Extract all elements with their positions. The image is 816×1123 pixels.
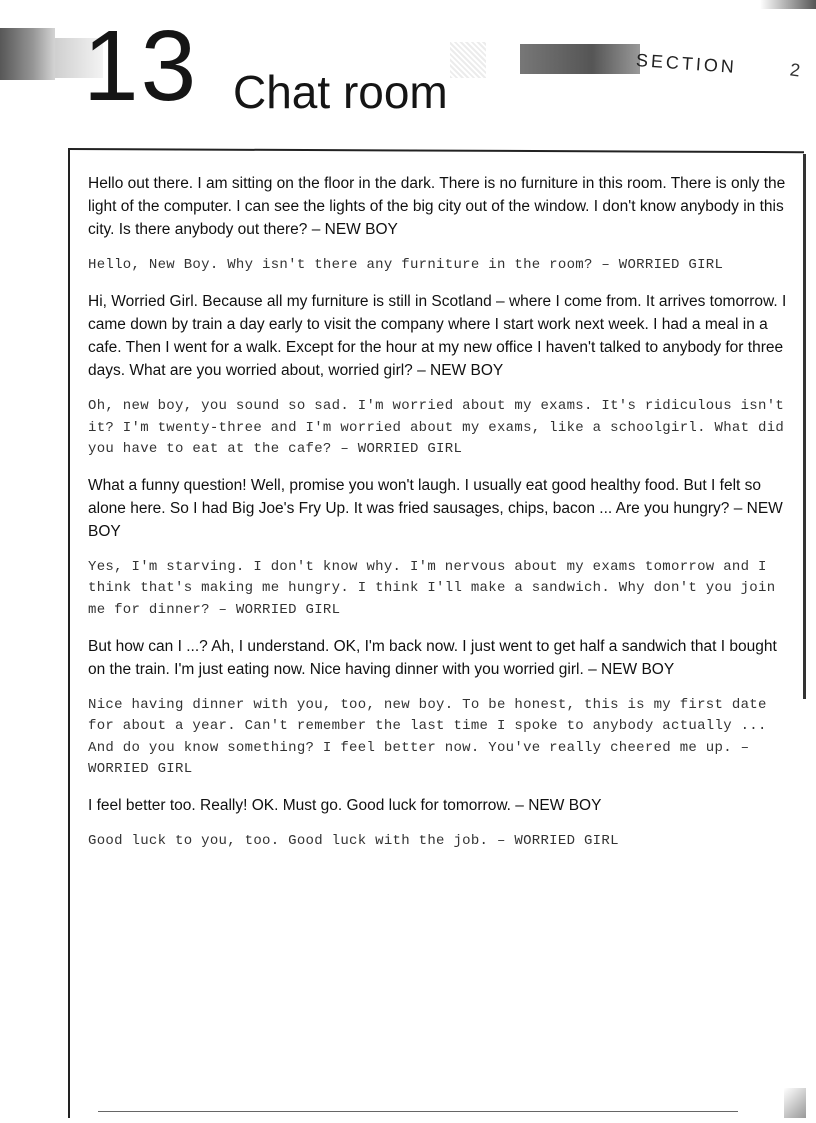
scan-mark xyxy=(760,0,816,9)
section-label: SECTION xyxy=(635,50,738,78)
frame-border-bottom xyxy=(98,1111,738,1112)
scan-smudge xyxy=(0,28,55,80)
chat-message-new-boy: What a funny question! Well, promise you won't laugh. I usually eat good healthy food. But I felt so alone here. So I had Big Joe's Fry Up. It was fried sausages, chips, bacon ... Are you hungry? – NEW BOY xyxy=(88,477,783,541)
chat-message-worried-girl: Yes, I'm starving. I don't know why. I'm nervous about my exams tomorrow and I think that's making me hungry. I think I'll make a sandwich. Why don't you join me for dinner? – WORRIED GIRL xyxy=(88,559,776,618)
section-number: 2 xyxy=(788,59,802,81)
chat-message-worried-girl: Hello, New Boy. Why isn't there any furniture in the room? – WORRIED GIRL xyxy=(88,257,724,273)
chat-message-new-boy: Hello out there. I am sitting on the floor in the dark. There is no furniture in this room. There is only the light of the computer. I can see the lights of the big city out of the window. I don't know anybody in this city. Is there anybody out there? – NEW BOY xyxy=(88,175,786,238)
chat-message-worried-girl: Nice having dinner with you, too, new boy. To be honest, this is my first date for about a year. Can't remember the last time I spoke to anybody actually ... And do you know something? I feel better now. You've really cheered me up. – WORRIED GIRL xyxy=(88,697,767,777)
section-bar xyxy=(520,44,640,74)
chapter-number: 13 xyxy=(83,10,199,122)
chat-transcript xyxy=(88,172,788,867)
frame-border-right xyxy=(803,154,806,699)
chat-message-worried-girl: Oh, new boy, you sound so sad. I'm worried about my exams. It's ridiculous isn't it? I'm twenty-three and I'm worried about my exams, like a schoolgirl. What did you have to eat at the cafe? – WORRIED GIRL xyxy=(88,398,785,457)
frame-border-top xyxy=(68,148,804,153)
page-curl xyxy=(784,1088,806,1118)
frame-border-left xyxy=(68,148,70,1118)
chapter-title: Chat room xyxy=(233,66,448,118)
chat-message-worried-girl: Good luck to you, too. Good luck with the job. – WORRIED GIRL xyxy=(88,833,619,850)
scan-speckle xyxy=(450,42,486,78)
chat-message-new-boy: I feel better too. Really! OK. Must go. Good luck for tomorrow. – NEW BOY xyxy=(88,797,602,815)
chat-message-new-boy: But how can I ...? Ah, I understand. OK, I'm back now. I just went to get half a sandwich that I bought on the train. I'm just eating now. Nice having dinner with you worried girl. – NEW BOY xyxy=(88,638,777,679)
chat-message-new-boy: Hi, Worried Girl. Because all my furniture is still in Scotland – where I come from. It arrives tomorrow. I came down by train a day early to visit the company where I start work next week. I had a meal in a cafe. Then I went for a walk. Except for the hour at my new office I haven't talked to anybody for three days. What are you worried about, worried girl? – NEW BOY xyxy=(88,293,787,380)
